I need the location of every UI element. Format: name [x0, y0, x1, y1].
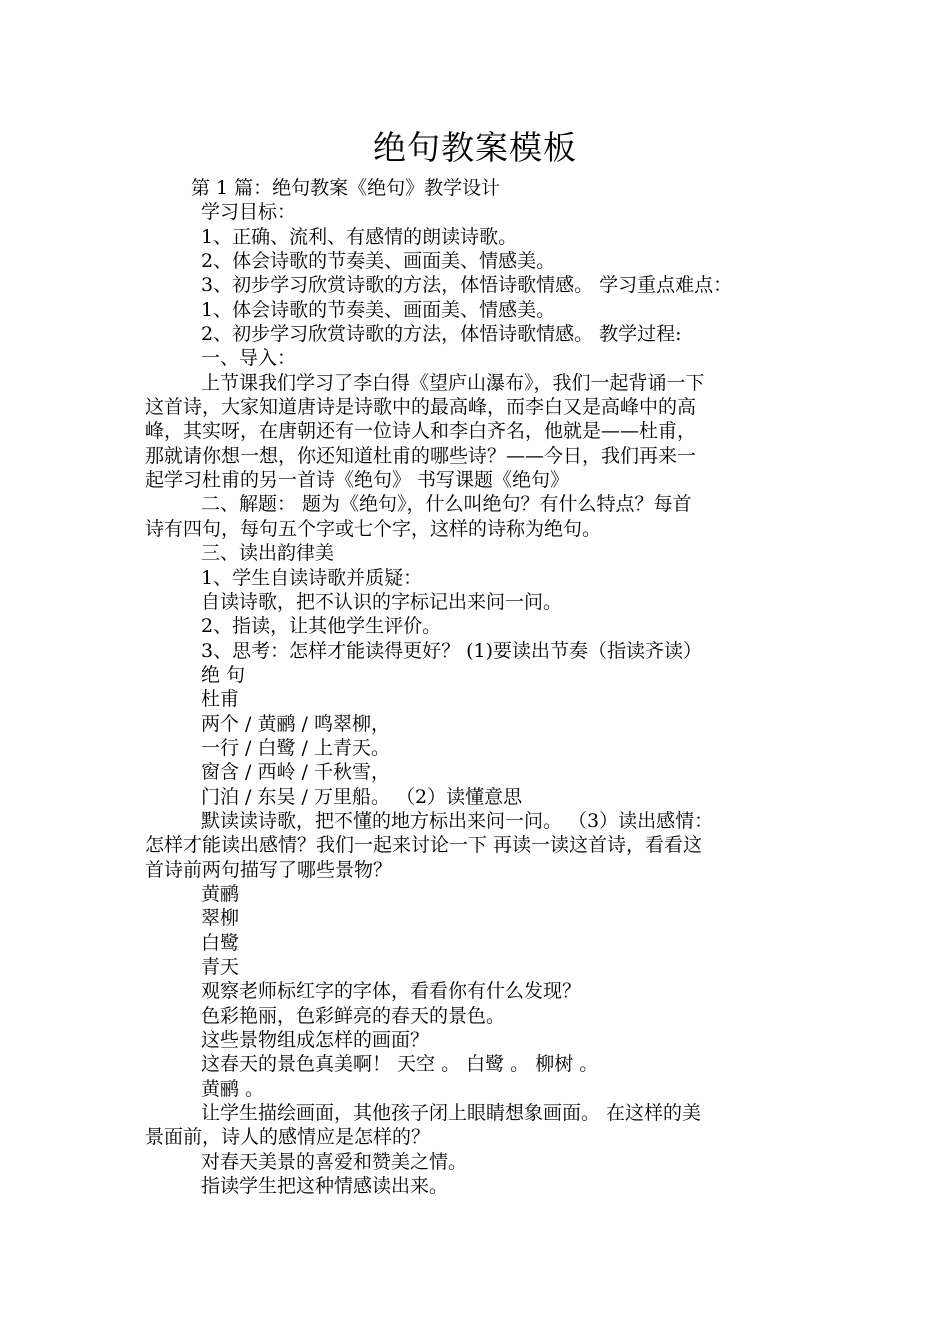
text-line: 怎样才能读出感情？我们一起来讨论一下 再读一读这首诗，看看这 — [145, 834, 703, 857]
text-line: 黄鹂 — [201, 882, 240, 905]
text-line: 窗含 / 西岭 / 千秋雪， — [201, 761, 390, 784]
text-line: 一行 / 白鹭 / 上青天。 — [201, 736, 390, 759]
text-line: 杜甫 — [201, 688, 240, 711]
text-line: 两个 / 黄鹂 / 鸣翠柳， — [201, 712, 390, 735]
text-line: 这春天的景色真美啊！ 天空 。 白鹭 。 柳树 。 — [201, 1053, 599, 1076]
text-line: 三、读出韵律美 — [201, 542, 335, 565]
text-line: 3、初步学习欣赏诗歌的方法，体悟诗歌情感。 学习重点难点： — [201, 274, 733, 297]
text-line: 翠柳 — [201, 907, 240, 930]
text-line: 景面前，诗人的感情应是怎样的？ — [145, 1126, 431, 1149]
text-line: 绝 句 — [201, 663, 246, 686]
text-line: 学习目标： — [201, 201, 297, 224]
text-line: 默读读诗歌，把不懂的地方标出来问一问。 （3）读出感情： — [201, 809, 714, 832]
text-line: 1、正确、流利、有感情的朗读诗歌。 — [201, 225, 518, 248]
text-line: 色彩艳丽，色彩鲜亮的春天的景色。 — [201, 1004, 506, 1027]
text-line: 诗有四句，每句五个字或七个字，这样的诗称为绝句。 — [145, 517, 602, 540]
text-line: 峰，其实呀，在唐朝还有一位诗人和李白齐名，他就是——杜甫， — [145, 420, 697, 443]
text-line: 这首诗，大家知道唐诗是诗歌中的最高峰，而李白又是高峰中的高 — [145, 396, 697, 419]
text-line: 3、思考：怎样才能读得更好？ (1)要读出节奏（指读齐读） — [201, 639, 703, 662]
text-line: 门泊 / 东吴 / 万里船。 （2）读懂意思 — [201, 785, 523, 808]
text-line: 首诗前两句描写了哪些景物？ — [145, 858, 393, 881]
text-line: 青天 — [201, 956, 240, 978]
text-line: 指读学生把这种情感读出来。 — [201, 1175, 449, 1198]
text-line: 2、体会诗歌的节奏美、画面美、情感美。 — [201, 250, 556, 273]
text-line: 自读诗歌，把不认识的字标记出来问一问。 — [201, 590, 563, 613]
text-line: 2、初步学习欣赏诗歌的方法，体悟诗歌情感。 教学过程: — [201, 323, 682, 346]
text-line: 观察老师标红字的字体，看看你有什么发现？ — [201, 980, 582, 1003]
text-line: 那就请你想一想，你还知道杜甫的哪些诗？——今日，我们再来一 — [145, 444, 697, 467]
text-line: 对春天美景的喜爱和赞美之情。 — [201, 1150, 468, 1173]
page-title: 绝句教案模板 — [373, 128, 577, 167]
text-line: 二、解题： 题为《绝句》，什么叫绝句？有什么特点？每首 — [201, 493, 692, 516]
text-line: 白鹭 — [201, 931, 240, 954]
document-body — [145, 176, 815, 1198]
text-line: 一、导入： — [201, 347, 297, 370]
text-line: 黄鹂 。 — [201, 1077, 265, 1100]
text-line: 上节课我们学习了李白得《望庐山瀑布》，我们一起背诵一下 — [201, 371, 705, 394]
text-line: 让学生描绘画面，其他孩子闭上眼睛想象画面。 在这样的美 — [201, 1102, 702, 1125]
text-line: 起学习杜甫的另一首诗《绝句》 书写课题《绝句》 — [145, 469, 570, 492]
text-line: 第 1 篇：绝句教案《绝句》教学设计 — [191, 177, 501, 199]
text-line: 1、体会诗歌的节奏美、画面美、情感美。 — [201, 298, 556, 321]
text-line: 这些景物组成怎样的画面？ — [201, 1029, 430, 1052]
text-line: 1、学生自读诗歌并质疑： — [201, 566, 423, 589]
text-line: 2、指读，让其他学生评价。 — [201, 615, 442, 638]
